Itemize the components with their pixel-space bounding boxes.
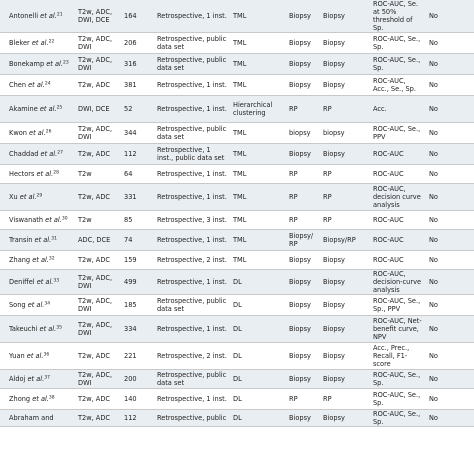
ground-truth-cell: Biopsy xyxy=(323,278,345,286)
table-row xyxy=(0,211,474,230)
reference-number: 37 xyxy=(44,375,50,381)
et-al: et al. xyxy=(31,39,49,47)
reference-cell: Biopsy xyxy=(289,278,311,286)
patients-cell: 185 xyxy=(124,301,137,309)
sequences-cell: T2w, ADC xyxy=(78,395,110,403)
et-al: et al. xyxy=(19,193,37,201)
author-cell xyxy=(0,251,72,270)
reference-number: 32 xyxy=(48,256,55,262)
author-cell xyxy=(0,370,72,389)
external-validation-cell: No xyxy=(429,278,438,286)
sequences-cell: T2w, ADC, DWI xyxy=(78,125,113,141)
reference-cell: Biopsy xyxy=(289,414,311,422)
et-al: et al. xyxy=(29,129,46,137)
et-al: et al. xyxy=(27,375,45,383)
design-cell: Retrospective, 1 inst., public data set xyxy=(157,146,225,162)
author-name: Bleker xyxy=(9,39,32,47)
author-cell xyxy=(0,230,72,251)
method-cell: TML xyxy=(233,39,247,47)
external-validation-cell: No xyxy=(429,60,438,68)
external-validation-cell: No xyxy=(429,39,438,47)
metrics-cell: Acc. xyxy=(373,105,387,113)
author-name: Kwon xyxy=(9,129,30,137)
author-name: Xu xyxy=(9,193,20,201)
et-al: et al. xyxy=(40,150,58,158)
design-cell: Retrospective, 1 inst. xyxy=(157,395,227,403)
reference-cell: Biopsy xyxy=(289,256,311,264)
sequences-cell: T2w, ADC xyxy=(78,256,110,264)
sequences-cell: T2w, ADC xyxy=(78,193,110,201)
et-al: et al. xyxy=(39,105,57,113)
external-validation-cell: No xyxy=(429,105,438,113)
design-cell: Retrospective, public data set xyxy=(157,56,227,72)
reference-cell: Biopsy xyxy=(289,352,311,360)
design-cell: Retrospective, 3 inst. xyxy=(157,216,227,224)
table-row xyxy=(0,33,474,54)
reference-number: 25 xyxy=(56,105,63,111)
ground-truth-cell: Biopsy xyxy=(323,256,345,264)
method-cell: DL xyxy=(233,325,242,333)
method-cell: TML xyxy=(233,81,247,89)
patients-cell: 52 xyxy=(124,105,133,113)
author-name: Hectors xyxy=(9,170,37,178)
sequences-cell: T2w, ADC, DWI, DCE xyxy=(78,8,113,24)
design-cell: Retrospective, 1 inst. xyxy=(157,325,227,333)
metrics-cell: ROC-AUC, Acc., Se., Sp. xyxy=(373,77,416,93)
design-cell: Retrospective, 1 inst. xyxy=(157,81,227,89)
design-cell: Retrospective, 1 inst. xyxy=(157,170,227,178)
reference-cell: biopsy xyxy=(289,129,311,137)
patients-cell: 381 xyxy=(124,81,137,89)
design-cell: Retrospective, 2 inst. xyxy=(157,256,227,264)
metrics-cell: ROC-AUC, Se., Sp. xyxy=(373,35,421,51)
method-cell: DL xyxy=(233,352,242,360)
reference-number: 34 xyxy=(44,301,51,307)
author-name: Zhang xyxy=(9,256,33,264)
author-name: Zhong xyxy=(9,395,33,403)
sequences-cell: T2w xyxy=(78,216,92,224)
ground-truth-cell: Biopsy xyxy=(323,375,345,383)
method-cell: DL xyxy=(233,395,242,403)
author-name: Aldoj xyxy=(9,375,28,383)
sequences-cell: T2w, ADC xyxy=(78,414,110,422)
ground-truth-cell: RP xyxy=(323,216,332,224)
table-row xyxy=(0,230,474,251)
reference-cell: Biopsy/ RP xyxy=(289,232,314,248)
patients-cell: 499 xyxy=(124,278,137,286)
author-cell xyxy=(0,343,72,370)
metrics-cell: ROC-AUC, Se., PPV xyxy=(373,125,421,141)
sequences-cell: T2w, ADC, DWI xyxy=(78,56,113,72)
design-cell: Retrospective, 1 inst. xyxy=(157,12,227,20)
et-al: et al. xyxy=(45,216,62,224)
reference-cell: RP xyxy=(289,105,298,113)
metrics-cell: ROC-AUC xyxy=(373,150,404,158)
author-cell xyxy=(0,0,72,33)
table-row xyxy=(0,75,474,96)
table-row xyxy=(0,295,474,316)
reference-cell: Biopsy xyxy=(289,81,311,89)
author-cell xyxy=(0,389,72,410)
external-validation-cell: No xyxy=(429,375,438,383)
metrics-cell: ROC-AUC, decision curve analysis xyxy=(373,185,421,209)
reference-number: 26 xyxy=(45,129,52,135)
ground-truth-cell: Biopsy xyxy=(323,150,345,158)
et-al: et al. xyxy=(27,301,45,309)
author-cell xyxy=(0,75,72,96)
reference-cell: RP xyxy=(289,216,298,224)
author-name: Takeuchi xyxy=(9,325,40,333)
table-row xyxy=(0,316,474,343)
reference-cell: Biopsy xyxy=(289,12,311,20)
external-validation-cell: No xyxy=(429,193,438,201)
patients-cell: 112 xyxy=(124,414,137,422)
metrics-cell: ROC-AUC, decision-curve analysis xyxy=(373,270,422,294)
et-al: et al. xyxy=(36,170,54,178)
table-row xyxy=(0,389,474,410)
table-row xyxy=(0,343,474,370)
external-validation-cell: No xyxy=(429,395,438,403)
reference-cell: RP xyxy=(289,395,298,403)
ground-truth-cell: Biopsy xyxy=(323,352,345,360)
design-cell: Retrospective, 1 inst. xyxy=(157,278,227,286)
ground-truth-cell: RP xyxy=(323,395,332,403)
author-cell xyxy=(0,316,72,343)
method-cell: DL xyxy=(233,278,242,286)
reference-number: 38 xyxy=(48,395,55,401)
sequences-cell: ADC, DCE xyxy=(78,236,111,244)
reference-number: 22 xyxy=(48,39,55,45)
table-row xyxy=(0,184,474,211)
metrics-cell: ROC-AUC xyxy=(373,216,404,224)
design-cell: Retrospective, public data set xyxy=(157,35,227,51)
ground-truth-cell: RP xyxy=(323,193,332,201)
patients-cell: 164 xyxy=(124,12,137,20)
sequences-cell: T2w, ADC xyxy=(78,352,110,360)
metrics-cell: ROC-AUC xyxy=(373,256,404,264)
design-cell: Retrospective, public data set xyxy=(157,371,227,387)
author-cell xyxy=(0,211,72,230)
metrics-cell: ROC-AUC, Se., Sp., PPV xyxy=(373,297,421,313)
ground-truth-cell: Biopsy xyxy=(323,414,345,422)
patients-cell: 344 xyxy=(124,129,137,137)
reference-number: 24 xyxy=(44,81,51,87)
metrics-cell: ROC-AUC, Se., Sp. xyxy=(373,391,421,407)
method-cell: DL xyxy=(233,414,242,422)
design-cell: Retrospective, 1 inst. xyxy=(157,105,227,113)
method-cell: TML xyxy=(233,12,247,20)
sequences-cell: T2w, ADC, DWI xyxy=(78,35,113,51)
author-name: Deniffel xyxy=(9,278,37,286)
author-cell xyxy=(0,165,72,184)
patients-cell: 334 xyxy=(124,325,137,333)
author-name: Bonekamp xyxy=(9,60,47,68)
sequences-cell: DWI, DCE xyxy=(78,105,110,113)
metrics-cell: ROC-AUC, Se., Sp. xyxy=(373,56,421,72)
patients-cell: 159 xyxy=(124,256,137,264)
reference-number: 23 xyxy=(62,60,69,66)
patients-cell: 331 xyxy=(124,193,137,201)
sequences-cell: T2w xyxy=(78,170,92,178)
method-cell: TML xyxy=(233,60,247,68)
patients-cell: 200 xyxy=(124,375,137,383)
author-cell xyxy=(0,184,72,211)
external-validation-cell: No xyxy=(429,129,438,137)
et-al: et al. xyxy=(26,352,44,360)
author-cell xyxy=(0,96,72,123)
et-al: et al. xyxy=(32,256,49,264)
reference-cell: RP xyxy=(289,193,298,201)
ground-truth-cell: Biopsy xyxy=(323,12,345,20)
external-validation-cell: No xyxy=(429,170,438,178)
et-al: et al. xyxy=(32,395,49,403)
table-row xyxy=(0,370,474,389)
patients-cell: 206 xyxy=(124,39,137,47)
metrics-cell: ROC-AUC, Se., Sp. xyxy=(373,410,421,426)
sequences-cell: T2w, ADC xyxy=(78,150,110,158)
table-row xyxy=(0,123,474,144)
ground-truth-cell: Biopsy xyxy=(323,60,345,68)
sequences-cell: T2w, ADC, DWI xyxy=(78,321,113,337)
sequences-cell: T2w, ADC, DWI xyxy=(78,274,113,290)
method-cell: TML xyxy=(233,216,247,224)
author-name: Yuan xyxy=(9,352,27,360)
et-al: et al. xyxy=(36,278,54,286)
patients-cell: 74 xyxy=(124,236,133,244)
method-cell: TML xyxy=(233,170,247,178)
method-cell: DL xyxy=(233,301,242,309)
design-cell: Retrospective, 2 inst. xyxy=(157,352,227,360)
ground-truth-cell: Biopsy xyxy=(323,325,345,333)
sequences-cell: T2w, ADC xyxy=(78,81,110,89)
table-row xyxy=(0,96,474,123)
reference-cell: Biopsy xyxy=(289,375,311,383)
author-cell xyxy=(0,54,72,75)
patients-cell: 221 xyxy=(124,352,137,360)
ground-truth-cell: Biopsy xyxy=(323,39,345,47)
design-cell: Retrospective, public xyxy=(157,414,227,422)
metrics-cell: ROC-AUC, Se., Sp. xyxy=(373,371,421,387)
reference-number: 36 xyxy=(43,352,50,358)
reference-number: 21 xyxy=(56,12,63,18)
author-name: Transin xyxy=(9,236,35,244)
reference-number: 28 xyxy=(53,170,59,176)
et-al: et al. xyxy=(34,236,52,244)
external-validation-cell: No xyxy=(429,301,438,309)
external-validation-cell: No xyxy=(429,414,438,422)
method-cell: TML xyxy=(233,193,247,201)
et-al: et al. xyxy=(39,325,57,333)
author-name: Chen xyxy=(9,81,29,89)
reference-number: 31 xyxy=(51,236,57,242)
author-name: Viswanath xyxy=(9,216,46,224)
author-name: Chaddad xyxy=(9,150,41,158)
ground-truth-cell: RP xyxy=(323,170,332,178)
reference-number: 30 xyxy=(61,216,68,222)
patients-cell: 64 xyxy=(124,170,133,178)
author-cell xyxy=(0,33,72,54)
design-cell: Retrospective, public data set xyxy=(157,125,227,141)
table-row xyxy=(0,144,474,165)
sequences-cell: T2w, ADC, DWI xyxy=(78,371,113,387)
reference-cell: Biopsy xyxy=(289,60,311,68)
method-cell: DL xyxy=(233,375,242,383)
method-cell: TML xyxy=(233,256,247,264)
ground-truth-cell: biopsy xyxy=(323,129,345,137)
author-cell xyxy=(0,410,72,427)
table-row xyxy=(0,165,474,184)
method-cell: TML xyxy=(233,150,247,158)
ground-truth-cell: RP xyxy=(323,105,332,113)
table-row xyxy=(0,54,474,75)
external-validation-cell: No xyxy=(429,12,438,20)
metrics-cell: ROC-AUC, Net-benefit curve, NPV xyxy=(373,317,422,341)
table-row xyxy=(0,410,474,427)
reference-number: 35 xyxy=(56,325,62,331)
reference-number: 29 xyxy=(36,193,43,199)
et-al: et al. xyxy=(46,60,63,68)
external-validation-cell: No xyxy=(429,352,438,360)
external-validation-cell: No xyxy=(429,150,438,158)
ground-truth-cell: Biopsy xyxy=(323,301,345,309)
table-row xyxy=(0,0,474,33)
metrics-cell: ROC-AUC xyxy=(373,236,404,244)
author-cell xyxy=(0,270,72,295)
metrics-cell: Acc., Prec., Recall, F1-score xyxy=(373,344,410,368)
reference-cell: Biopsy xyxy=(289,301,311,309)
reference-number: 27 xyxy=(57,150,63,156)
patients-cell: 140 xyxy=(124,395,137,403)
external-validation-cell: No xyxy=(429,236,438,244)
et-al: et al. xyxy=(28,81,45,89)
table-row xyxy=(0,270,474,295)
ground-truth-cell: Biopsy/RP xyxy=(323,236,356,244)
design-cell: Retrospective, public data set xyxy=(157,297,227,313)
author-name: Antonelli xyxy=(9,12,41,20)
metrics-cell: ROC-AUC xyxy=(373,170,404,178)
external-validation-cell: No xyxy=(429,325,438,333)
author-name: Akamine xyxy=(9,105,40,113)
design-cell: Retrospective, 1 inst. xyxy=(157,193,227,201)
metrics-cell: ROC-AUC, Se. at 50% threshold of Sp. xyxy=(373,0,419,32)
author-cell xyxy=(0,123,72,144)
reference-cell: Biopsy xyxy=(289,39,311,47)
author-name: Song xyxy=(9,301,28,309)
patients-cell: 112 xyxy=(124,150,137,158)
ground-truth-cell: Biopsy xyxy=(323,81,345,89)
method-cell: TML xyxy=(233,129,247,137)
author-cell xyxy=(0,295,72,316)
design-cell: Retrospective, 1 inst. xyxy=(157,236,227,244)
external-validation-cell: No xyxy=(429,256,438,264)
reference-cell: Biopsy xyxy=(289,325,311,333)
reference-cell: RP xyxy=(289,170,298,178)
method-cell: Hierarchical clustering xyxy=(233,101,273,117)
table-row xyxy=(0,251,474,270)
reference-number: 33 xyxy=(53,278,60,284)
sequences-cell: T2w, ADC, DWI xyxy=(78,297,113,313)
patients-cell: 316 xyxy=(124,60,137,68)
et-al: et al. xyxy=(40,12,57,20)
method-cell: TML xyxy=(233,236,247,244)
patients-cell: 85 xyxy=(124,216,133,224)
external-validation-cell: No xyxy=(429,81,438,89)
reference-cell: Biopsy xyxy=(289,150,311,158)
author-name: Abraham and xyxy=(9,414,54,422)
author-cell xyxy=(0,144,72,165)
external-validation-cell: No xyxy=(429,216,438,224)
